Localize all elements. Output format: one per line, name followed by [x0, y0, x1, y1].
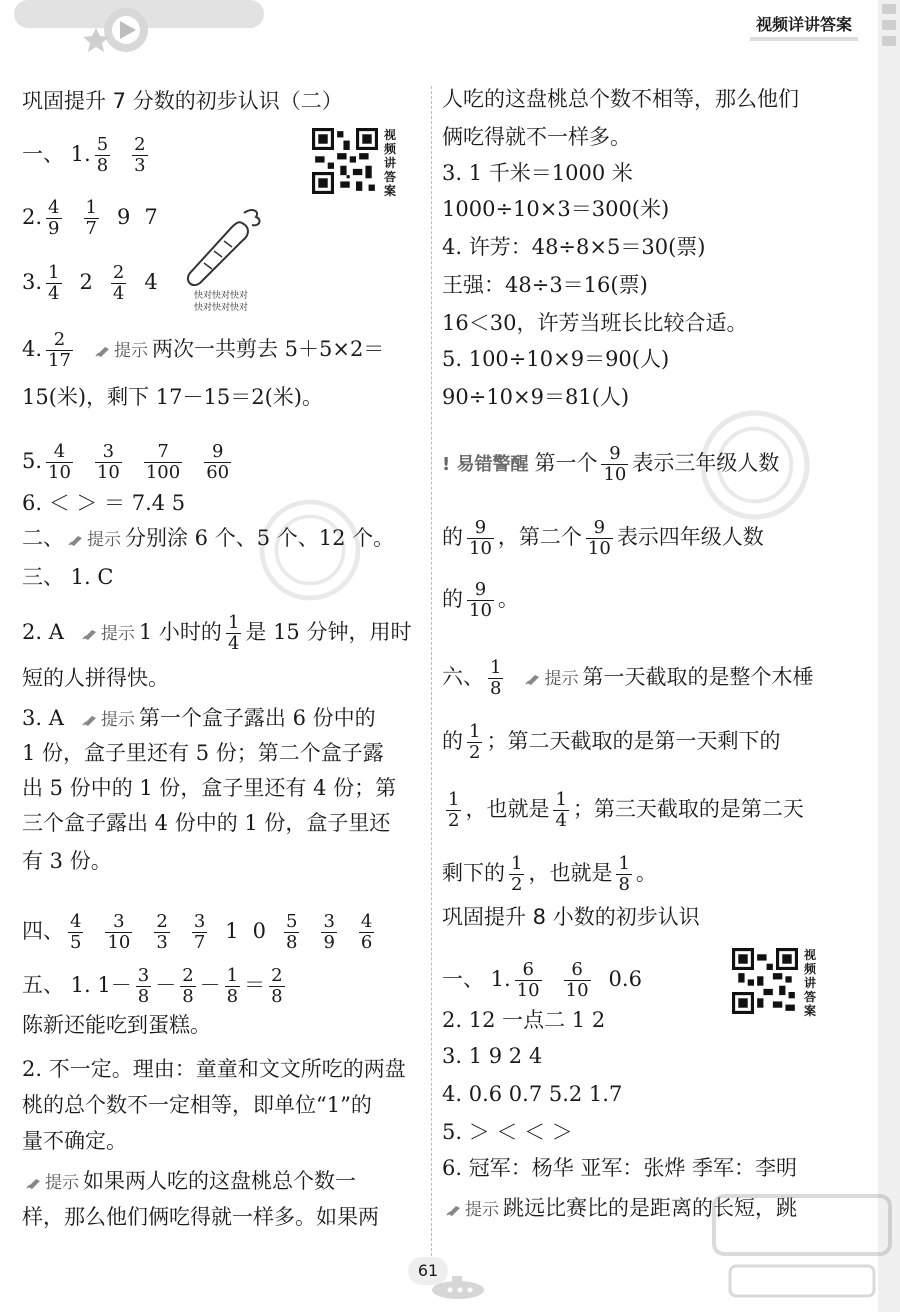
answer-line-q1-2 [22, 198, 158, 239]
answer-text: 三个盒子露出 4 份中的 1 份，盒子里还 [22, 811, 391, 835]
fraction-numerator: 1 [469, 721, 481, 742]
answer-line-q1-3 [22, 263, 158, 304]
answer-line-r5-4-l3 [442, 308, 747, 338]
answer-text: 。 [635, 861, 657, 885]
answer-line-r8-3 [442, 1041, 542, 1071]
hint-tag [446, 1200, 499, 1220]
fraction-denominator: 9 [48, 218, 60, 239]
hint-label: 提示 [87, 530, 121, 550]
fraction-denominator: 10 [469, 538, 492, 559]
fraction-numerator: 1 [490, 657, 502, 678]
fraction-denominator: 9 [323, 932, 335, 953]
fraction-denominator: 8 [96, 155, 109, 176]
fraction-denominator: 8 [286, 932, 298, 953]
fraction [84, 198, 99, 239]
answer-text: 3. A [22, 706, 64, 730]
answer-line-q1-4 [22, 330, 384, 371]
answer-text: 俩吃得就不一样多。 [442, 125, 631, 149]
answer-line-r6-l3 [442, 790, 804, 831]
answer-text: 2. 12 一点二 1 2 [442, 1008, 606, 1032]
fraction-denominator: 4 [555, 810, 567, 831]
answer-line-q1-4-cont [22, 382, 323, 412]
fraction-numerator: 1 [555, 789, 567, 810]
answer-line-r8-1 [442, 960, 642, 1001]
answer-text: 1 小时的 [138, 620, 222, 644]
answer-line-r5-5 [442, 344, 669, 374]
answer-text: 一、 1. [442, 967, 511, 991]
fraction-denominator: 8 [182, 986, 194, 1007]
carrot-mascot-icon [182, 205, 262, 295]
answer-text: 跳远比赛比的是距离的长短，跳 [503, 1196, 797, 1220]
fraction [204, 442, 231, 483]
fraction-denominator: 100 [145, 462, 181, 483]
fraction [446, 790, 461, 831]
qr-caption: 视频讲答案 [383, 128, 396, 198]
fraction [601, 444, 628, 485]
answer-line-q5-2-hint [22, 1166, 356, 1198]
answer-line-r8-4 [442, 1079, 622, 1109]
fraction [136, 966, 151, 1007]
fraction-numerator: 9 [474, 517, 487, 538]
answer-line-r5-5-warn-l3 [442, 580, 519, 621]
answer-line-section7-title [22, 86, 343, 116]
fraction-denominator: 4 [112, 283, 125, 304]
answer-text: 1 份，盒子里还有 5 份；第二个盒子露 [22, 741, 384, 765]
answer-line-r8-2 [442, 1005, 605, 1035]
answer-text: 7 [144, 205, 158, 229]
fraction-numerator: 1 [618, 853, 630, 874]
fraction-numerator: 4 [70, 911, 82, 932]
fraction [284, 912, 299, 953]
answer-text: 巩固提升 8 小数的初步认识 [442, 905, 700, 929]
answer-line-r6-l2 [442, 722, 780, 763]
fraction-numerator: 9 [609, 443, 621, 464]
answer-line-q3-3-l5 [22, 846, 112, 876]
fraction-numerator: 1 [226, 965, 239, 986]
fraction-numerator: 1 [227, 612, 240, 633]
fraction-numerator: 2 [156, 911, 168, 932]
fraction [111, 263, 126, 304]
answer-text: 4. 许芳：48÷8×5＝30(票) [442, 235, 706, 259]
answer-text: 。 [497, 587, 519, 611]
fraction-denominator: 8 [271, 986, 283, 1007]
fraction [321, 912, 336, 953]
fraction-numerator: 1 [48, 262, 60, 283]
answer-line-q3-3-l3 [22, 773, 396, 803]
answer-line-q3-2 [22, 613, 411, 654]
fraction-denominator: 10 [565, 980, 589, 1001]
answer-text: 15(米)，剩下 17－15＝2(米)。 [22, 385, 323, 409]
fraction-numerator: 2 [271, 965, 283, 986]
header-banner-decoration [14, 0, 264, 56]
qr-caption: 视频讲答案 [803, 948, 816, 1018]
answer-text: 第一个盒子露出 6 份中的 [138, 706, 376, 730]
answer-text: 有 3 份。 [22, 849, 112, 873]
fraction [144, 442, 182, 483]
fraction-numerator: 3 [102, 441, 115, 462]
fraction-numerator: 9 [474, 579, 487, 600]
answer-text: 人吃的这盘桃总个数不相等，那么他们 [442, 87, 799, 111]
answer-text: 2. [22, 205, 43, 229]
fraction [269, 966, 284, 1007]
answer-text: 16＜30，许芳当班长比较合适。 [442, 311, 748, 335]
answer-text: 2. 不一定。理由：童童和文文所吃的两盘 [22, 1057, 406, 1081]
fraction-denominator: 10 [107, 932, 131, 953]
fraction-numerator: 5 [96, 134, 109, 155]
hint-tag [26, 1173, 79, 1193]
fraction-numerator: 7 [157, 441, 169, 462]
answer-line-r-cont-2 [442, 122, 631, 152]
answer-line-q1-6 [22, 488, 185, 518]
answer-line-q5-2-hint-l2 [22, 1202, 379, 1232]
fraction-numerator: 6 [571, 959, 583, 980]
answer-text: 9 [116, 205, 131, 229]
fraction [359, 912, 374, 953]
answer-line-r5-5-warn-l2 [442, 518, 764, 559]
answer-line-r5-4-l2 [442, 270, 648, 300]
answer-text: 两次一共剪去 5＋5×2＝ [151, 337, 385, 361]
fraction [180, 966, 195, 1007]
answer-line-r5-4 [442, 232, 705, 262]
fraction [68, 912, 83, 953]
answer-line-r5-5-l2 [442, 382, 629, 412]
fraction-numerator: 4 [53, 441, 66, 462]
hint-label: 提示 [465, 1200, 499, 1220]
hint-label: 提示 [45, 1173, 79, 1193]
fraction [105, 912, 132, 953]
fraction [225, 966, 240, 1007]
answer-text: 90÷10×9＝81(人) [442, 385, 630, 409]
answer-line-q3-3-l4 [22, 808, 390, 838]
fraction [586, 518, 613, 559]
fraction [467, 722, 482, 763]
fraction-denominator: 2 [511, 874, 523, 895]
answer-line-section8-title [442, 902, 700, 932]
fraction-denominator: 3 [156, 932, 168, 953]
fraction-denominator: 10 [603, 464, 627, 485]
answer-text: 六、 [442, 665, 484, 689]
answer-text: 6. 冠军：杨华 亚军：张烨 季军：李明 [442, 1156, 798, 1180]
fraction-denominator: 8 [226, 986, 239, 1007]
fraction-numerator: 5 [286, 911, 298, 932]
answer-text: 1 [225, 919, 239, 943]
hint-tag [82, 710, 135, 730]
answer-text: 第一个 [534, 451, 598, 475]
answer-line-q5-1-cont [22, 1010, 211, 1040]
fraction-denominator: 10 [48, 462, 71, 483]
answer-text: 5. 100÷10×9＝90(人) [442, 347, 670, 371]
fraction [154, 912, 169, 953]
answer-text: 4. 0.6 0.7 5.2 1.7 [442, 1082, 623, 1106]
answer-line-r-cont-1 [442, 84, 799, 114]
answer-line-q5-2-l3 [22, 1126, 127, 1156]
answer-line-r5-3 [442, 158, 633, 188]
answer-line-q2 [22, 523, 394, 555]
answer-text: 王强：48÷3＝16(票) [442, 273, 648, 297]
answer-line-r6 [442, 658, 813, 699]
answer-text: － [199, 973, 221, 997]
answer-text: 三、 1. C [22, 565, 114, 589]
fraction-denominator: 8 [618, 874, 630, 895]
answer-line-q3-1 [22, 562, 113, 592]
answer-text: 5. [22, 449, 43, 473]
answer-text: 量不确定。 [22, 1129, 127, 1153]
answer-text: 第一天截取的是整个木棰 [582, 665, 814, 689]
fraction-denominator: 4 [48, 283, 60, 304]
carrot-caption-line: 快对快对快对 [194, 303, 249, 313]
fraction-denominator: 7 [193, 932, 206, 953]
fraction [564, 960, 591, 1001]
fraction [95, 442, 122, 483]
fraction-denominator: 6 [360, 932, 373, 953]
answer-line-r6-l4 [442, 854, 657, 895]
answer-line-r5-3-calc [442, 194, 669, 224]
answer-text: 4. [22, 337, 43, 361]
fraction [46, 442, 73, 483]
answer-text: 巩固提升 7 分数的初步认识（二） [22, 89, 343, 113]
hint-label: 提示 [100, 710, 135, 730]
answer-text: ；第二天截取的是第一天剩下的 [486, 729, 781, 753]
fraction [488, 658, 503, 699]
answer-text: 剩下的 [442, 861, 505, 885]
answer-text: 如果两人吃的这盘桃总个数一 [83, 1169, 356, 1193]
answer-line-q4 [22, 912, 378, 953]
answer-text: ，也就是 [465, 797, 550, 821]
error-warning-tag: ! 易错警醒 [442, 454, 529, 475]
fraction-denominator: 10 [469, 600, 492, 621]
hint-label: 提示 [544, 669, 579, 689]
answer-text: 样，那么他们俩吃得就一样多。如果两 [22, 1205, 379, 1229]
hint-tag [82, 624, 135, 644]
answer-text: ，第二个 [497, 525, 582, 549]
answer-text: 二、 [22, 526, 64, 550]
answer-line-q5-2-l2 [22, 1090, 372, 1120]
fraction-numerator: 2 [53, 329, 66, 350]
answer-text: 6. ＜ ＞ ＝ 7.4 5 [22, 491, 186, 515]
answer-text: 3. [22, 270, 43, 294]
fraction-numerator: 1 [85, 197, 97, 218]
answer-text: 表示四年级人数 [616, 525, 764, 549]
fraction [46, 198, 61, 239]
fraction-denominator: 4 [227, 633, 240, 654]
answer-text: 3. 1 千米＝1000 米 [442, 161, 633, 185]
answer-line-q3-3-l2 [22, 738, 384, 768]
fraction [132, 135, 147, 176]
fraction-numerator: 3 [193, 911, 206, 932]
fraction-denominator: 3 [134, 155, 146, 176]
answer-line-q1-5 [22, 442, 235, 483]
fraction-numerator: 6 [522, 959, 534, 980]
fraction [467, 580, 494, 621]
answer-text: 2 [79, 270, 93, 294]
answer-text: 表示三年级人数 [632, 451, 780, 475]
answer-text: 五、 1. 1－ [22, 973, 132, 997]
fraction-numerator: 9 [211, 441, 224, 462]
answer-text: 陈新还能吃到蛋糕。 [22, 1013, 211, 1037]
answer-text: 4 [144, 270, 158, 294]
fraction [616, 854, 631, 895]
answer-text: 1000÷10×3＝300(米) [442, 197, 670, 221]
answer-text: 5. ＞ ＜ ＜ ＞ [442, 1120, 573, 1144]
fraction-numerator: 3 [323, 911, 335, 932]
fraction-numerator: 2 [112, 262, 125, 283]
qr-code-icon[interactable] [732, 948, 798, 1014]
qr-code-icon[interactable] [312, 128, 378, 194]
answer-line-q5-2 [22, 1054, 406, 1084]
fraction-denominator: 17 [48, 350, 71, 371]
answer-text: 的 [442, 729, 463, 753]
fraction-denominator: 10 [96, 462, 120, 483]
fraction-denominator: 2 [469, 742, 481, 763]
answer-text: 一、 1. [22, 142, 91, 166]
answer-line-r5-5-warn [442, 444, 779, 485]
answer-text: 短的人拼得快。 [22, 666, 169, 690]
fraction-numerator: 1 [511, 853, 523, 874]
fraction-denominator: 8 [490, 678, 502, 699]
answer-text: ＝ [244, 973, 266, 997]
hint-label: 提示 [113, 341, 148, 361]
answer-line-q1-1 [22, 135, 152, 176]
answer-line-r8-5 [442, 1117, 573, 1147]
fraction [46, 263, 61, 304]
fraction-numerator: 4 [48, 197, 60, 218]
fraction-denominator: 10 [587, 538, 611, 559]
answer-text: 出 5 份中的 1 份，盒子里还有 4 份；第 [22, 776, 397, 800]
answer-text: 2. A [22, 620, 64, 644]
answer-text: 3. 1 9 2 4 [442, 1044, 543, 1068]
page-number: 61 [408, 1257, 448, 1285]
fraction [509, 854, 524, 895]
hint-tag [525, 669, 578, 689]
fraction-numerator: 4 [360, 911, 373, 932]
right-edge-strip [878, 0, 900, 1312]
answer-text: 0.6 [608, 967, 642, 991]
fraction [553, 790, 568, 831]
corner-tab-decoration [882, 4, 896, 48]
fraction-denominator: 8 [137, 986, 150, 1007]
carrot-caption-line: 快对快对快对 [194, 291, 249, 301]
answer-text: 0 [252, 919, 267, 943]
fraction-numerator: 3 [137, 965, 150, 986]
submarine-decoration-icon [420, 1268, 490, 1302]
fraction [46, 330, 73, 371]
fraction-denominator: 5 [70, 932, 82, 953]
fraction [226, 613, 241, 654]
fraction [95, 135, 110, 176]
hint-tag [95, 341, 148, 361]
answer-line-r8-6 [442, 1153, 797, 1183]
fraction-denominator: 10 [516, 980, 540, 1001]
column-divider [431, 86, 432, 1256]
answer-text: ，也就是 [528, 861, 613, 885]
answer-text: 的 [442, 587, 463, 611]
fraction-numerator: 1 [448, 789, 460, 810]
fraction-numerator: 3 [113, 911, 125, 932]
header-video-answer-tag: 视频详讲答案 [756, 12, 852, 35]
answer-line-q3-3 [22, 703, 376, 735]
fraction [192, 912, 207, 953]
fraction-denominator: 7 [85, 218, 97, 239]
answer-text: 的 [442, 525, 463, 549]
hint-tag [68, 530, 121, 550]
fraction [467, 518, 494, 559]
fraction-denominator: 60 [206, 462, 230, 483]
answer-line-q5-1 [22, 966, 289, 1007]
answer-line-q3-2-cont [22, 663, 169, 693]
answer-site-watermark-icon [712, 1194, 892, 1306]
answer-text: 四、 [22, 919, 64, 943]
answer-text: 桃的总个数不一定相等，即单位“1”的 [22, 1093, 372, 1117]
fraction-denominator: 2 [448, 810, 460, 831]
answer-text: ；第三天截取的是第二天 [572, 797, 804, 821]
answer-text: － [155, 973, 177, 997]
hint-label: 提示 [100, 624, 135, 644]
fraction [515, 960, 542, 1001]
answer-text: 是 15 分钟，用时 [245, 620, 412, 644]
answer-text: 分别涂 6 个、5 个、12 个。 [125, 526, 395, 550]
fraction-numerator: 2 [182, 965, 194, 986]
fraction-numerator: 2 [134, 134, 146, 155]
fraction-numerator: 9 [593, 517, 606, 538]
